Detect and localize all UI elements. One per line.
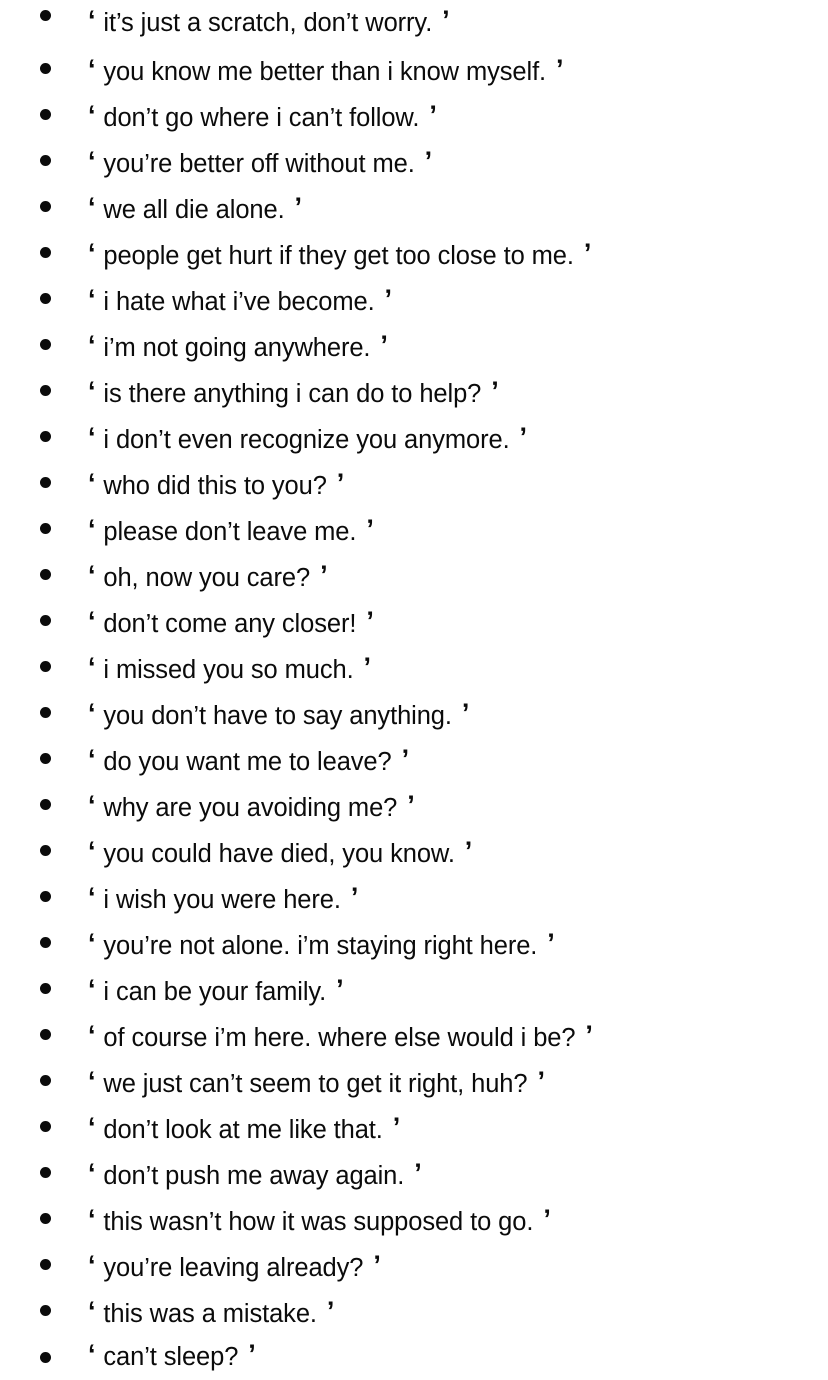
close-quote-mark: ’	[401, 744, 409, 774]
open-quote-mark: ‘	[88, 1339, 96, 1369]
close-quote-mark: ’	[583, 238, 592, 268]
list-item	[0, 966, 828, 1012]
quote-text	[88, 1150, 422, 1199]
close-quote-mark: ’	[442, 5, 450, 35]
open-quote-mark: ‘	[88, 1204, 96, 1234]
list-item	[0, 736, 828, 782]
list-item	[0, 506, 828, 552]
close-quote-mark: ’	[585, 1020, 593, 1050]
quote-body: of course i’m here. where else would i be?	[96, 1024, 583, 1052]
close-quote-mark: ’	[326, 1296, 335, 1326]
list-item	[0, 276, 828, 322]
close-quote-mark: ’	[336, 468, 345, 498]
quote-body: i wish you were here.	[96, 886, 348, 914]
list-item	[0, 644, 828, 690]
close-quote-mark: ’	[336, 974, 344, 1004]
quote-body: we all die alone.	[96, 196, 292, 224]
list-item	[0, 230, 828, 276]
close-quote-mark: ’	[248, 1339, 256, 1369]
open-quote-mark: ‘	[88, 974, 96, 1004]
open-quote-mark: ‘	[88, 744, 96, 774]
quote-body: i’m not going anywhere.	[96, 334, 378, 362]
quote-body: you’re better off without me.	[96, 150, 422, 178]
bullet-icon	[40, 1029, 51, 1040]
open-quote-mark: ‘	[88, 1296, 96, 1326]
open-quote-mark: ‘	[88, 284, 96, 314]
quote-text	[88, 1012, 593, 1061]
list-item	[0, 1334, 828, 1380]
close-quote-mark: ’	[556, 54, 564, 84]
open-quote-mark: ‘	[88, 376, 96, 406]
quote-body: you don’t have to say anything.	[96, 702, 459, 730]
quote-text	[88, 690, 469, 739]
open-quote-mark: ‘	[88, 514, 96, 544]
bullet-icon	[40, 293, 51, 304]
bullet-icon	[40, 247, 51, 258]
list-item	[0, 828, 828, 874]
bullet-icon	[40, 155, 51, 166]
bullet-icon	[40, 63, 51, 74]
quote-text	[88, 1242, 381, 1291]
close-quote-mark: ’	[294, 192, 302, 222]
close-quote-mark: ’	[366, 606, 374, 636]
open-quote-mark: ‘	[88, 560, 96, 590]
quote-body: is there anything i can do to help?	[96, 380, 489, 408]
quote-text	[88, 460, 344, 509]
list-item	[0, 690, 828, 736]
open-quote-mark: ‘	[88, 238, 96, 268]
list-item	[0, 0, 828, 46]
quote-text	[88, 46, 563, 95]
list-item	[0, 92, 828, 138]
bullet-icon	[40, 10, 51, 21]
open-quote-mark: ‘	[88, 836, 96, 866]
bullet-icon	[40, 109, 51, 120]
open-quote-mark: ‘	[88, 146, 96, 176]
list-item	[0, 598, 828, 644]
open-quote-mark: ‘	[88, 652, 96, 682]
close-quote-mark: ’	[543, 1204, 551, 1234]
open-quote-mark: ‘	[88, 1250, 96, 1280]
open-quote-mark: ‘	[88, 1020, 96, 1050]
close-quote-mark: ’	[350, 882, 359, 912]
quote-text	[88, 1058, 545, 1107]
close-quote-mark: ’	[392, 1112, 401, 1142]
quote-body: you could have died, you know.	[96, 840, 462, 868]
list-item	[0, 1104, 828, 1150]
list-item	[0, 1196, 828, 1242]
quote-body: we just can’t seem to get it right, huh?	[96, 1070, 535, 1098]
open-quote-mark: ‘	[88, 5, 96, 35]
quote-text	[88, 1104, 400, 1153]
quote-body: people get hurt if they get too close to me.	[96, 242, 581, 270]
bullet-icon	[40, 799, 51, 810]
bullet-icon	[40, 891, 51, 902]
list-item	[0, 1242, 828, 1288]
quote-body: don’t look at me like that.	[96, 1116, 390, 1144]
quote-text	[88, 1334, 256, 1377]
open-quote-mark: ‘	[88, 100, 96, 130]
bullet-icon	[40, 201, 51, 212]
open-quote-mark: ‘	[88, 422, 96, 452]
quote-text	[88, 828, 472, 877]
list-item	[0, 184, 828, 230]
quote-text	[88, 644, 371, 693]
list-item	[0, 874, 828, 920]
close-quote-mark: ’	[363, 652, 371, 682]
list-item	[0, 368, 828, 414]
quote-body: this wasn’t how it was supposed to go.	[96, 1208, 541, 1236]
quote-body: why are you avoiding me?	[96, 794, 405, 822]
bullet-icon	[40, 431, 51, 442]
list-item	[0, 460, 828, 506]
bullet-icon	[40, 845, 51, 856]
quote-text	[88, 1288, 334, 1337]
quote-text	[88, 368, 499, 417]
bullet-icon	[40, 1213, 51, 1224]
list-item	[0, 46, 828, 92]
quote-text	[88, 414, 527, 463]
open-quote-mark: ‘	[88, 1158, 96, 1188]
quote-body: don’t go where i can’t follow.	[96, 104, 427, 132]
list-item	[0, 552, 828, 598]
close-quote-mark: ’	[429, 100, 437, 130]
quote-text	[88, 0, 450, 43]
quote-body: do you want me to leave?	[96, 748, 399, 776]
open-quote-mark: ‘	[88, 1066, 96, 1096]
list-item	[0, 1058, 828, 1104]
close-quote-mark: ’	[424, 146, 433, 176]
open-quote-mark: ‘	[88, 882, 96, 912]
bullet-icon	[40, 1305, 51, 1316]
bullet-icon	[40, 707, 51, 718]
quote-body: you’re not alone. i’m staying right here.	[96, 932, 545, 960]
open-quote-mark: ‘	[88, 928, 96, 958]
close-quote-mark: ’	[407, 790, 415, 820]
quote-text	[88, 920, 555, 969]
quote-body: please don’t leave me.	[96, 518, 364, 546]
close-quote-mark: ’	[380, 330, 388, 360]
list-item	[0, 782, 828, 828]
close-quote-mark: ’	[461, 698, 470, 728]
quote-text	[88, 1196, 551, 1245]
close-quote-mark: ’	[464, 836, 473, 866]
quote-text	[88, 506, 374, 555]
list-item	[0, 138, 828, 184]
quote-text	[88, 598, 374, 647]
list-item	[0, 1012, 828, 1058]
open-quote-mark: ‘	[88, 606, 96, 636]
list-item	[0, 414, 828, 460]
quote-text	[88, 230, 591, 279]
close-quote-mark: ’	[491, 376, 499, 406]
quote-text	[88, 736, 409, 785]
quote-text	[88, 92, 437, 141]
close-quote-mark: ’	[384, 284, 392, 314]
bullet-icon	[40, 523, 51, 534]
quote-body: you know me better than i know myself.	[96, 58, 554, 86]
bullet-icon	[40, 477, 51, 488]
open-quote-mark: ‘	[88, 790, 96, 820]
quote-text	[88, 276, 392, 325]
quote-body: this was a mistake.	[96, 1300, 324, 1328]
quote-body: oh, now you care?	[96, 564, 318, 592]
open-quote-mark: ‘	[88, 192, 96, 222]
quote-text	[88, 184, 302, 233]
bullet-icon	[40, 1167, 51, 1178]
quote-body: who did this to you?	[96, 472, 334, 500]
bullet-icon	[40, 661, 51, 672]
list-item	[0, 322, 828, 368]
close-quote-mark: ’	[373, 1250, 381, 1280]
bullet-icon	[40, 937, 51, 948]
list-item	[0, 920, 828, 966]
bullet-icon	[40, 385, 51, 396]
quote-text	[88, 138, 432, 187]
bullet-icon	[40, 1352, 51, 1363]
close-quote-mark: ’	[366, 514, 374, 544]
bullet-icon	[40, 1121, 51, 1132]
close-quote-mark: ’	[320, 560, 328, 590]
quote-body: i don’t even recognize you anymore.	[96, 426, 517, 454]
quote-text	[88, 782, 415, 831]
close-quote-mark: ’	[519, 422, 527, 452]
quote-body: i can be your family.	[96, 978, 334, 1006]
open-quote-mark: ‘	[88, 1112, 96, 1142]
bullet-icon	[40, 339, 51, 350]
list-item	[0, 1150, 828, 1196]
quote-body: can’t sleep?	[96, 1343, 246, 1371]
close-quote-mark: ’	[547, 928, 555, 958]
close-quote-mark: ’	[537, 1066, 545, 1096]
open-quote-mark: ‘	[88, 330, 96, 360]
quote-body: it’s just a scratch, don’t worry.	[96, 9, 440, 37]
bullet-icon	[40, 615, 51, 626]
quote-body: don’t push me away again.	[96, 1162, 412, 1190]
quote-text	[88, 966, 344, 1015]
bullet-icon	[40, 1075, 51, 1086]
quote-body: i missed you so much.	[96, 656, 361, 684]
open-quote-mark: ‘	[88, 698, 96, 728]
close-quote-mark: ’	[414, 1158, 422, 1188]
bullet-icon	[40, 753, 51, 764]
quote-text	[88, 322, 388, 371]
open-quote-mark: ‘	[88, 54, 96, 84]
bullet-icon	[40, 569, 51, 580]
quote-body: i hate what i’ve become.	[96, 288, 382, 316]
quote-text	[88, 552, 327, 601]
quote-body: you’re leaving already?	[96, 1254, 371, 1282]
quote-body: don’t come any closer!	[96, 610, 364, 638]
list-item	[0, 1288, 828, 1334]
open-quote-mark: ‘	[88, 468, 96, 498]
bullet-icon	[40, 983, 51, 994]
bullet-icon	[40, 1259, 51, 1270]
quote-text	[88, 874, 358, 923]
